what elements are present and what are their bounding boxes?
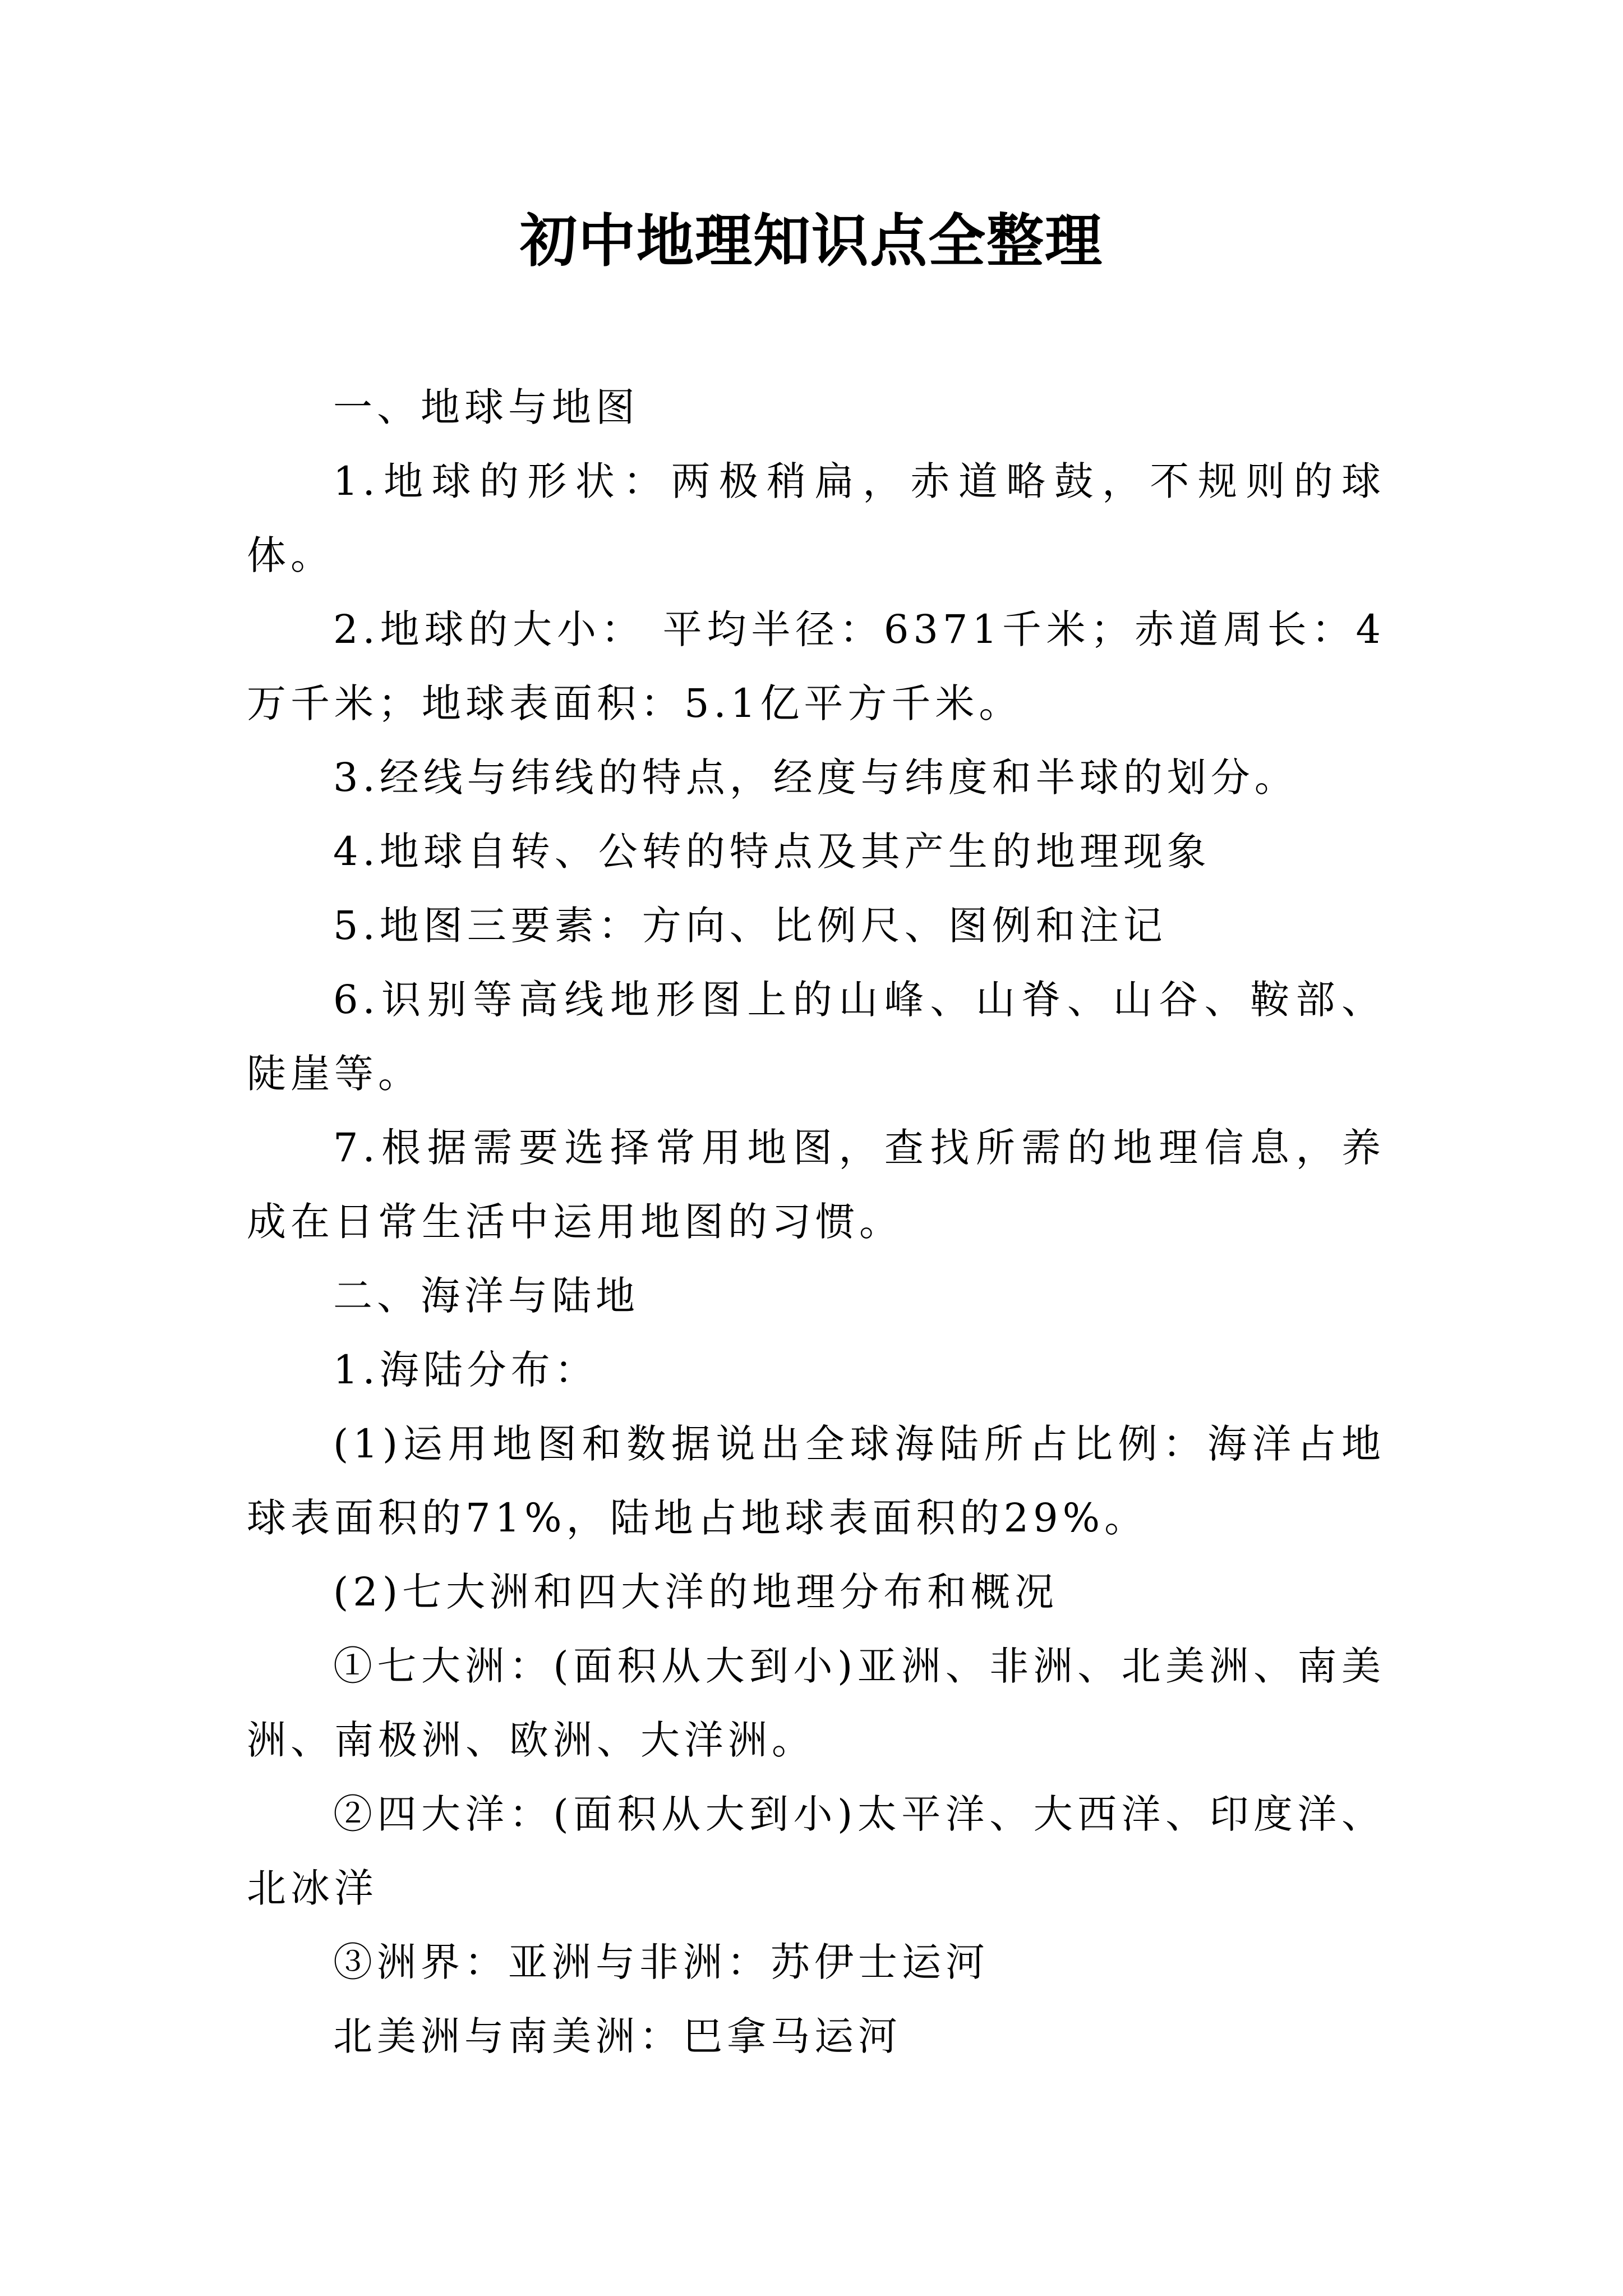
paragraph-meridians-parallels: 3.经线与纬线的特点，经度与纬度和半球的划分。 [333,754,1298,800]
paragraph-land-sea-distribution: 1.海陆分布： [333,1347,598,1393]
paragraph-continent-boundary-asia-africa: ③洲界：亚洲与非洲：苏伊士运河 [333,1939,989,1985]
paragraph-rotation-revolution: 4.地球自转、公转的特点及其产生的地理现象 [333,829,1211,875]
document-title: 初中地理知识点全整理 [520,208,1103,275]
section-heading-oceans-and-land: 二、海洋与陆地 [333,1273,639,1319]
paragraph-earth-shape: 1.地球的形状：两极稍扁，赤道略鼓，不规则的球体。 [247,458,1385,578]
paragraph-seven-continents: ①七大洲：(面积从大到小)亚洲、非洲、北美洲、南美洲、南极洲、欧洲、大洋洲。 [247,1643,1385,1763]
paragraph-contour-maps: 6.识别等高线地形图上的山峰、山脊、山谷、鞍部、陡崖等。 [247,977,1385,1097]
paragraph-land-sea-ratio: (1)运用地图和数据说出全球海陆所占比例：海洋占地球表面积的71%，陆地占地球表面积的29%。 [247,1421,1385,1541]
paragraph-continent-boundary-americas: 北美洲与南美洲：巴拿马运河 [333,2013,902,2059]
paragraph-map-elements: 5.地图三要素：方向、比例尺、图例和注记 [333,903,1167,949]
paragraph-map-usage: 7.根据需要选择常用地图，查找所需的地理信息，养成在日常生活中运用地图的习惯。 [247,1125,1385,1245]
section-heading-earth-and-maps: 一、地球与地图 [333,384,639,430]
paragraph-four-oceans: ②四大洋：(面积从大到小)太平洋、大西洋、印度洋、北冰洋 [247,1791,1385,1911]
document-body [247,370,1385,2073]
paragraph-continents-oceans: (2)七大洲和四大洋的地理分布和概况 [333,1569,1059,1615]
paragraph-earth-size: 2.地球的大小： 平均半径：6371千米；赤道周长：4万千米；地球表面积：5.1亿平方千米。 [247,606,1385,726]
